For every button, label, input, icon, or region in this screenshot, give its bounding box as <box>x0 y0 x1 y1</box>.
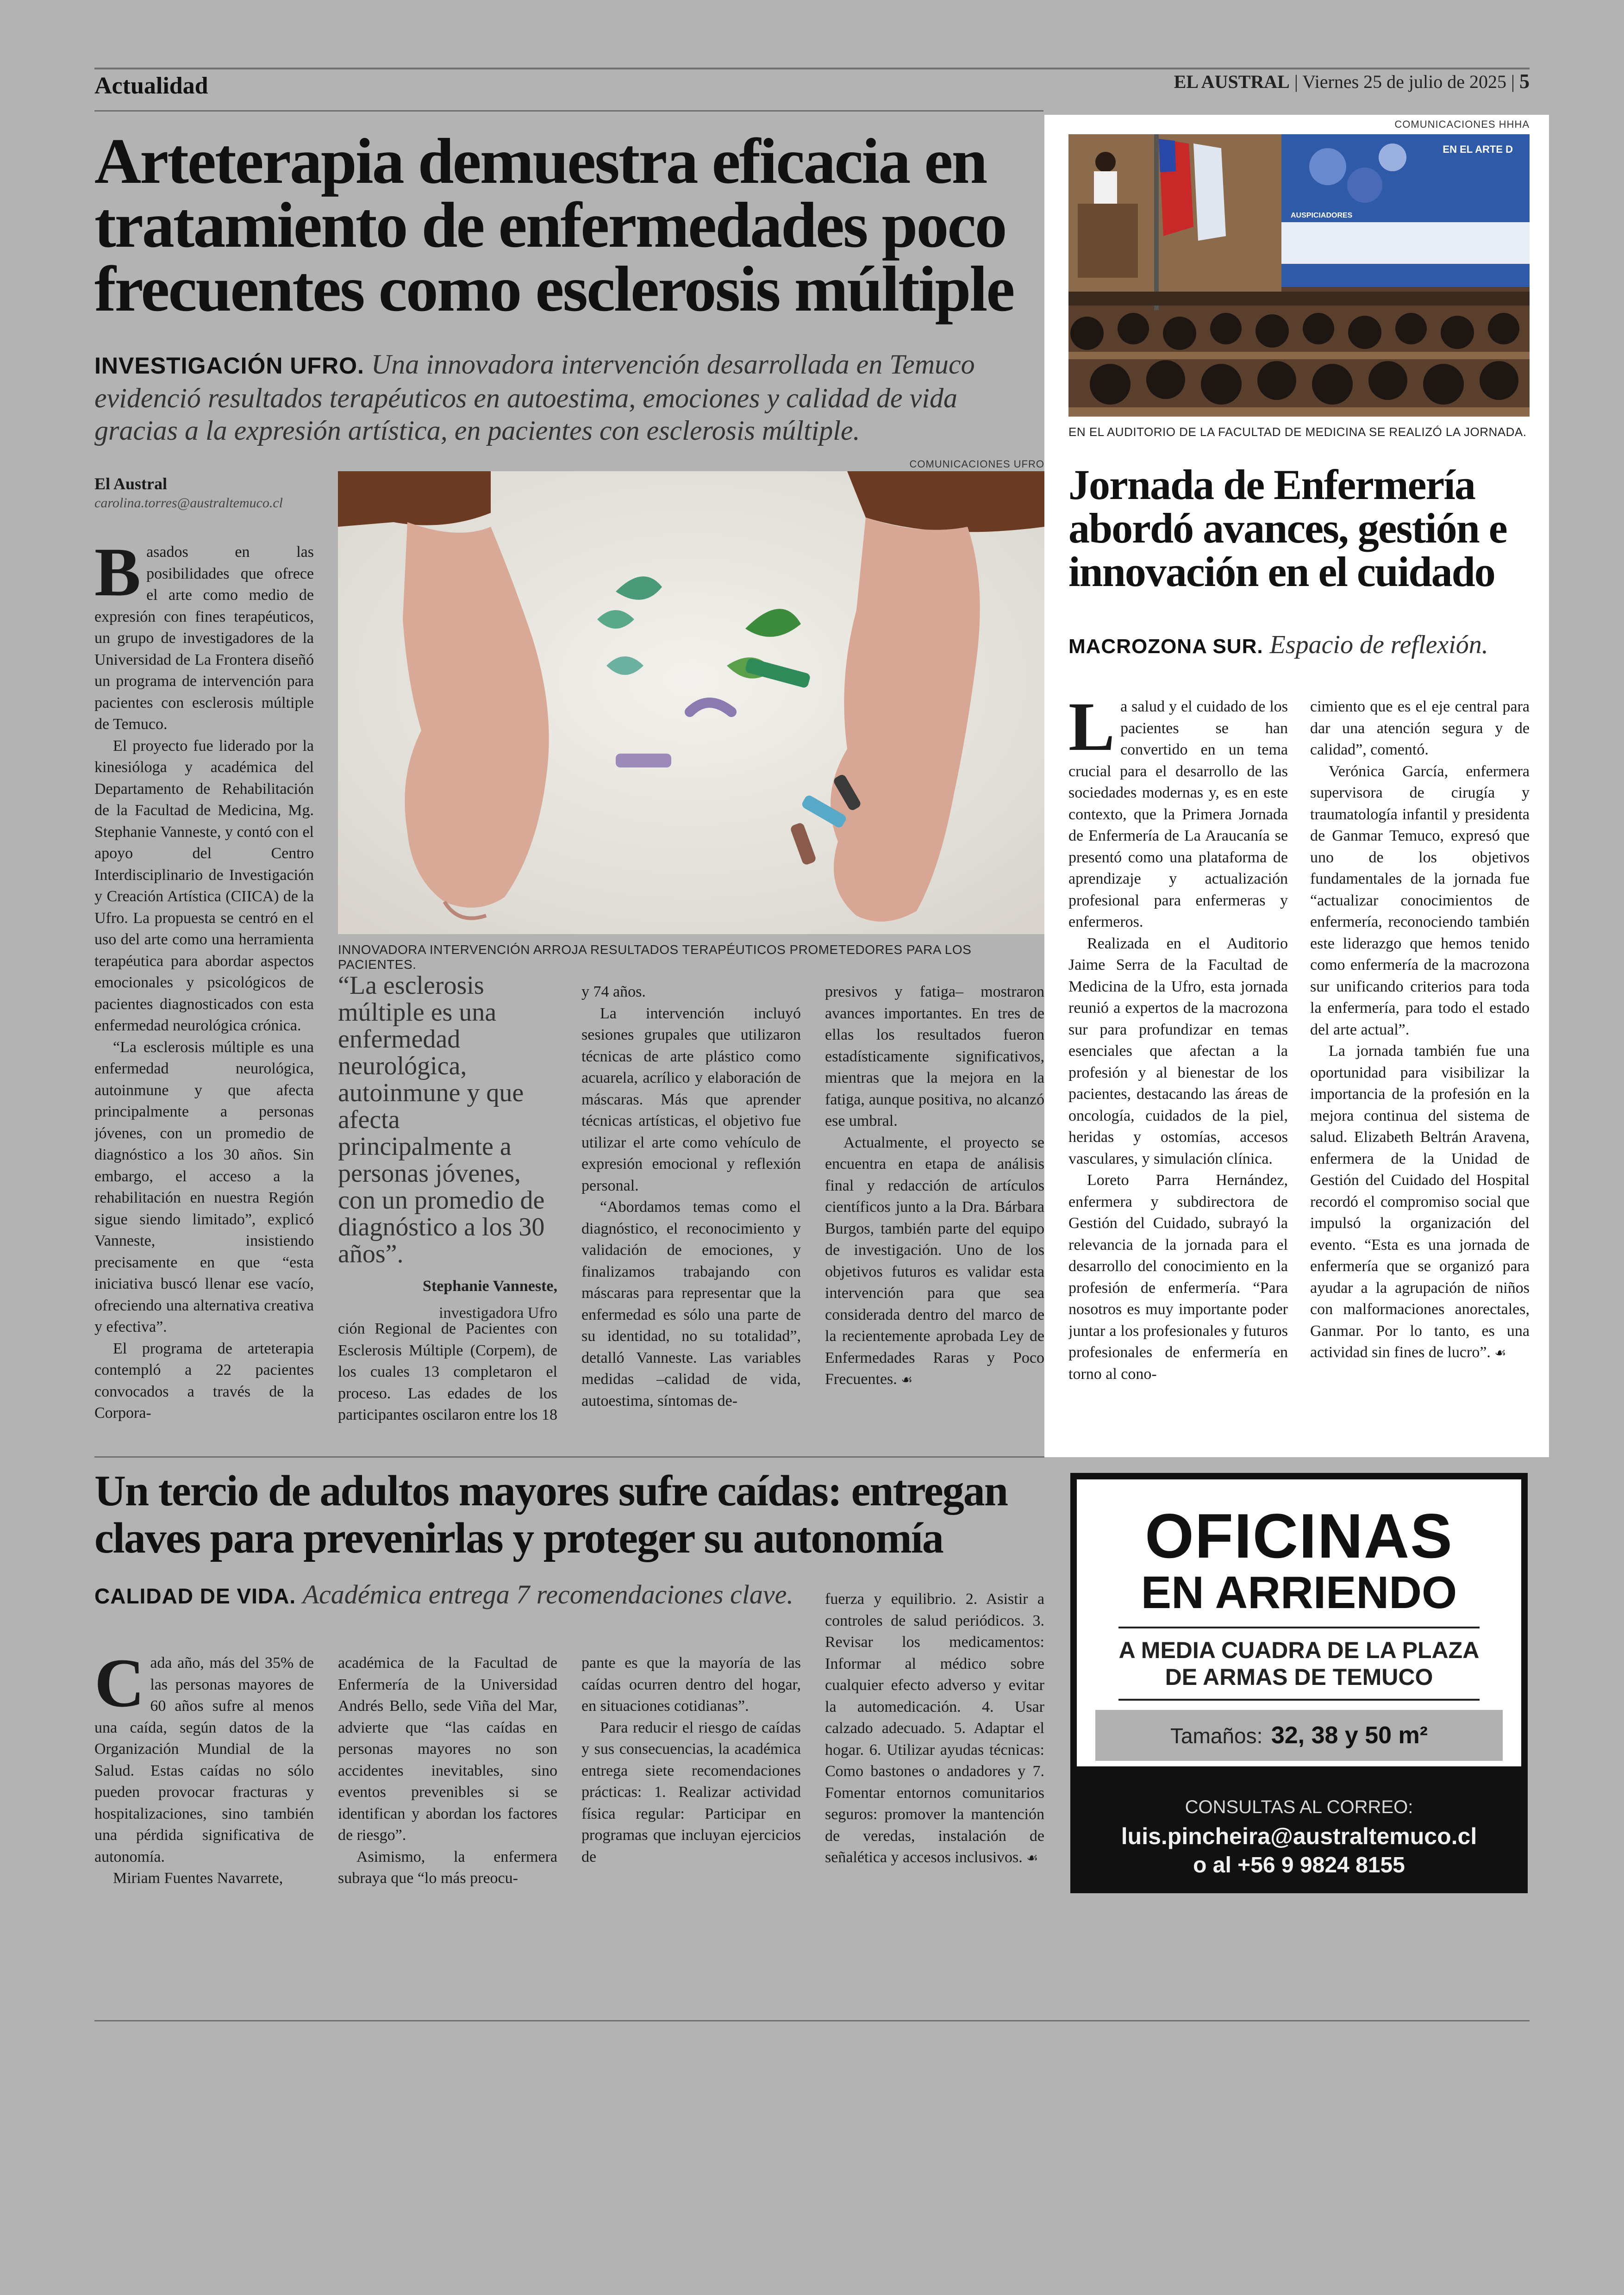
article2-paragraph: Verónica García, enfermera supervisora de cirugía y traumatología infantil y presidenta de Ganmar Temuco, expresó que uno de los objetivos fundamentales de la jornada fue “actualizar conocimientos de enfermería, reconociendo también este liderazgo que hemos tenido como enfermería de la macrozona sur unificando criterios para toda la enfermería, para todo el estado del arte actual”. <box>1310 762 1530 1038</box>
article3-kicker-label: CALIDAD DE VIDA. <box>94 1584 296 1608</box>
article3-paragraph-text: ada año, más del 35% de las personas mayores de 60 años sufre al menos una caída, según datos de la Organización Mundial de la Salud. Estas caídas no sólo pueden provocar fracturas y hospitalizaciones, sino también una pérdida significativa de autonomía. <box>94 1654 314 1865</box>
article3-paragraph: Miriam Fuentes Navarrete, <box>113 1870 283 1887</box>
article1-column-2 <box>338 1318 557 1434</box>
article1-paragraph: presivos y fatiga– mostraron avances importantes. En tres de ellas los resultados fueron estadísticamente significativos, mientras que la mejora en la fatiga, aunque positiva, no alcanzó ese umbral. <box>825 983 1044 1129</box>
article2-paragraph: Realizada en el Auditorio Jaime Serra de la Facultad de Medicina de la Ufro, esta jornada reunió a expertos de la macrozona sur para profundizar en temas esenciales que afectan a la profesión y al bienestar de los pacientes, destacando las áreas de oncología, cuidados de la piel, heridas y ostomías, accesos vasculares, y simulación clínica. <box>1068 935 1288 1167</box>
article3-column-1 <box>94 1653 314 1902</box>
end-mark-icon: ☙ <box>1026 1850 1038 1865</box>
art-therapy-photo <box>338 471 1044 934</box>
ad-white-panel <box>1077 1479 1521 1766</box>
page-folio <box>974 69 1530 93</box>
article2-column-1 <box>1068 696 1288 1437</box>
article1-kicker-text: Una innovadora intervención desarrollada en Temuco evidenció resultados terapéuticos en autoestima, emociones y calidad de vida gracias a la expresión artística, en pacientes con esclerosis múltiple. <box>94 349 975 446</box>
ad-sizes-box <box>1095 1710 1503 1761</box>
article1-paragraph: “La esclerosis múltiple es una enfermedad neurológica, autoinmune y que afecta principalmente a personas jóvenes, con un promedio de diagnóstico a los 30 años. Sin embargo, el acceso a la rehabilitación en nuestra Región sigue siendo limitado”, explicó Vanneste, insistiendo precisamente en que “esta iniciativa buscó llenar ese vacío, ofreciendo una alternativa creativa y efectiva”. <box>94 1038 314 1335</box>
ad-contact-phone: o al +56 9 9824 8155 <box>1193 1853 1405 1877</box>
article2-photo-caption: EN EL AUDITORIO DE LA FACULTAD DE MEDICINA SE REALIZÓ LA JORNADA. <box>1068 425 1527 439</box>
article3-column-2 <box>338 1653 557 1902</box>
article2-paragraph: Loreto Parra Hernández, enfermera y subdirectora de Gestión del Cuidado, subrayó la relevancia de la jornada para el desarrollo del conocimiento en la profesión de enfermería. “Para nosotros es muy importante poder juntar a los profesionales y futuros profesionales de enfermería en torno al cono- <box>1068 1172 1288 1383</box>
ad-subtitle-line2: DE ARMAS DE TEMUCO <box>1165 1664 1433 1690</box>
byline-email: carolina.torres@australtemuco.cl <box>94 495 283 511</box>
auditorium-photo <box>1068 134 1530 417</box>
article2-paragraph-text: a salud y el cuidado de los pacientes se han convertido en un tema crucial para el desarrollo de las sociedades modernas y, es en este contexto, que la Primera Jornada de Enfermería de La Araucanía se presentó como una plataforma de aprendizaje y actualización profesional para enfermeras y enfermeros. <box>1068 698 1288 930</box>
ad-divider <box>1118 1627 1480 1628</box>
article3-kicker-text: Académica entrega 7 recomendaciones clave. <box>302 1579 793 1609</box>
article1-column-3 <box>581 981 801 1435</box>
article1-photo-caption: INNOVADORA INTERVENCIÓN ARROJA RESULTADOS TERAPÉUTICOS PROMETEDORES PARA LOS PACIENTES. <box>338 942 972 972</box>
article3-paragraph: Para reducir el riesgo de caídas y sus consecuencias, la académica entrega siete recomendaciones prácticas: 1. Realizar actividad física regular: Participar en programas que incluyan ejercicios de <box>581 1719 801 1865</box>
article1-paragraph: La intervención incluyó sesiones grupales que utilizaron técnicas de arte plástico como acuarela, acrílico y elaboración de máscaras. Más que aprender técnicas artísticas, el objetivo fue utilizar el arte como vehículo de expresión emocional y reflexión personal. <box>581 1004 801 1194</box>
article1-paragraph-text: Actualmente, el proyecto se encuentra en etapa de análisis final y redacción de artículos científicos junto a la Dra. Bárbara Burgos, también parte del equipo de investigación. Uno de los objetivos futuros es validar esta intervención para que sea considerada dentro del marco de la recientemente aprobada Ley de Enfermedades Raras y Poco Frecuentes. <box>825 1134 1044 1388</box>
article1-paragraph: ción Regional de Pacientes con Esclerosis Múltiple (Corpem), de los cuales 13 completaron el proceso. Las edades de los participantes oscilaron entre los 18 <box>338 1320 557 1423</box>
article1-dropcap: B <box>94 542 141 611</box>
ad-contact-label: CONSULTAS AL CORREO: <box>1185 1797 1413 1817</box>
article2-kicker-label: MACROZONA SUR. <box>1068 635 1263 658</box>
article1-column-1 <box>94 542 314 1433</box>
hands-painting-illustration <box>338 471 1044 934</box>
article1-paragraph: “Abordamos temas como el diagnóstico, el reconocimiento y validación de emociones, y finalizamos trabajando con máscaras para representar que la enfermedad es sólo una parte de su identidad, no su totalidad”, detalló Vanneste. Las variables medidas –calidad de vida, autoestima, síntomas de- <box>581 1198 801 1409</box>
header-bottom-rule <box>94 110 1043 112</box>
ad-subtitle-line1: A MEDIA CUADRA DE LA PLAZA <box>1118 1637 1480 1663</box>
ad-sizes-value: 32, 38 y 50 m² <box>1271 1722 1428 1749</box>
article2-dropcap: L <box>1068 696 1115 765</box>
ad-contact-email: luis.pincheira@australtemuco.cl <box>1121 1823 1477 1849</box>
article3-dropcap: C <box>94 1653 145 1721</box>
publication-date: Viernes 25 de julio de 2025 <box>1302 71 1506 92</box>
pull-quote-author: Stephanie Vanneste, <box>423 1278 557 1295</box>
article3-paragraph: pante es que la mayoría de las caídas ocurren dentro del hogar, en situaciones cotidianas”. <box>581 1654 801 1715</box>
article1-headline: Arteterapia demuestra eficacia en tratamiento de enfermedades poco frecuentes como esclerosis múltiple <box>94 125 1014 325</box>
article3-paragraph: Asimismo, la enfermera subraya que “lo más preocu- <box>338 1848 557 1887</box>
article1-photo-credit: COMUNICACIONES UFRO <box>909 458 1044 470</box>
end-mark-icon: ☙ <box>901 1372 913 1387</box>
page-number: 5 <box>1519 70 1530 93</box>
article2-paragraph <box>1068 696 1288 933</box>
folio-separator: | <box>1511 71 1515 92</box>
article1-paragraph <box>94 542 314 736</box>
section-title: Actualidad <box>94 73 208 99</box>
article1-kicker <box>94 348 1030 447</box>
article1-paragraph <box>825 1132 1044 1391</box>
ad-title-line2: EN ARRIENDO <box>1141 1567 1457 1618</box>
screen-title: EN EL ARTE D <box>1443 143 1513 155</box>
auditorium-illustration <box>1068 134 1530 417</box>
article2-paragraph-text: La jornada también fue una oportunidad para visibilizar la importancia de la profesión en la mejora continua del sistema de salud. Elizabeth Beltrán Aravena, enfermera de la Unidad de Gestión del Cuidado del Hospital recordó el compromiso social que impulsó la organización del evento. “Esta es una jornada de enfermería que se organizó para ayudar a la agrupación de niños con malformaciones anorectales, Ganmar. Por lo tanto, es una actividad sin fines de lucro”. <box>1310 1042 1530 1361</box>
article2-headline: Jornada de Enfermería abordó avances, gestión e innovación en el cuidado <box>1068 461 1507 595</box>
office-rental-ad <box>1070 1473 1528 1893</box>
article3-column-4 <box>825 1589 1044 1903</box>
article3-top-rule <box>94 1456 1044 1458</box>
ad-divider <box>1118 1699 1480 1701</box>
article3-paragraph <box>94 1653 314 1868</box>
publication-name: EL AUSTRAL <box>1174 71 1290 92</box>
pull-quote-text: “La esclerosis múltiple es una enfermedad neurológica, autoinmune y que afecta principalmente a personas jóvenes, con un promedio de diagnóstico a los 30 años”. <box>338 971 545 1268</box>
article2-kicker-text: Espacio de reflexión. <box>1269 630 1488 659</box>
article1-kicker-label: INVESTIGACIÓN UFRO. <box>94 353 364 379</box>
article3-paragraph-text: fuerza y equilibrio. 2. Asistir a controles de salud periódicos. 3. Revisar los medicamentos: Informar al médico sobre cualquier efecto adverso y evitar la automedicación. 4. Usar calzado adecuado. 5. Adaptar el hogar. 6. Utilizar ayudas técnicas: Como bastones o andadores y 7. Fomentar entornos comunitarios seguros: promover la mantención de veredas, instalación de señalética y accesos inclusivos. <box>825 1590 1044 1866</box>
folio-separator: | <box>1294 71 1298 92</box>
pull-quote-role: investigadora Ufro <box>439 1304 557 1322</box>
ad-title-line1: OFICINAS <box>1145 1501 1453 1571</box>
article1-column-4 <box>825 981 1044 1435</box>
article1-paragraph: El proyecto fue liderado por la kinesióloga y académica del Departamento de Rehabilitación de la Facultad de Medicina, Mg. Stephanie Vanneste, y contó con el apoyo del Centro Interdisciplinario de Investigación y Creación Artística (CIICA) de la Ufro. La propuesta se centró en el uso del arte como una herramienta terapéutica para abordar aspectos emocionales y psicológicos de pacientes diagnosticados con esta enfermedad neurológica crónica. <box>94 737 314 1034</box>
article1-paragraph-text: asados en las posibilidades que ofrece el arte como medio de expresión con fines terapéuticos, un grupo de investigadores de la Universidad de La Frontera diseñó un programa de intervención para pacientes con esclerosis múltiple de Temuco. <box>94 543 314 733</box>
article2-paragraph <box>1310 1041 1530 1364</box>
article3-column-3 <box>581 1653 801 1902</box>
article2-kicker <box>1068 630 1531 662</box>
ad-sizes-label: Tamaños: <box>1170 1724 1263 1748</box>
byline-name: El Austral <box>94 474 168 493</box>
end-mark-icon: ☙ <box>1494 1345 1506 1360</box>
article2-column-2 <box>1310 696 1530 1437</box>
article1-byline <box>94 474 326 511</box>
page-bottom-rule <box>94 2020 1530 2021</box>
article1-pull-quote <box>338 972 557 1327</box>
article1-paragraph: y 74 años. <box>581 983 646 1000</box>
screen-sponsors: AUSPICIADORES <box>1291 212 1353 219</box>
article3-paragraph: académica de la Facultad de Enfermería de la Universidad Andrés Bello, sede Viña del Mar, advierte que “las caídas en personas mayores no son accidentes inevitables, sino eventos prevenibles si se identifican y abordan los factores de riesgo”. <box>338 1654 557 1844</box>
article2-photo-credit: COMUNICACIONES HHHA <box>1394 118 1530 130</box>
article3-paragraph <box>825 1589 1044 1869</box>
article1-paragraph: El programa de arteterapia contempló a 22 pacientes convocados a través de la Corpora- <box>94 1340 314 1422</box>
article3-headline: Un tercio de adultos mayores sufre caídas: entregan claves para prevenirlas y proteger su autonomía <box>94 1467 1007 1562</box>
article2-paragraph: cimiento que es el eje central para dar una atención segura y de calidad”, comentó. <box>1310 698 1530 758</box>
